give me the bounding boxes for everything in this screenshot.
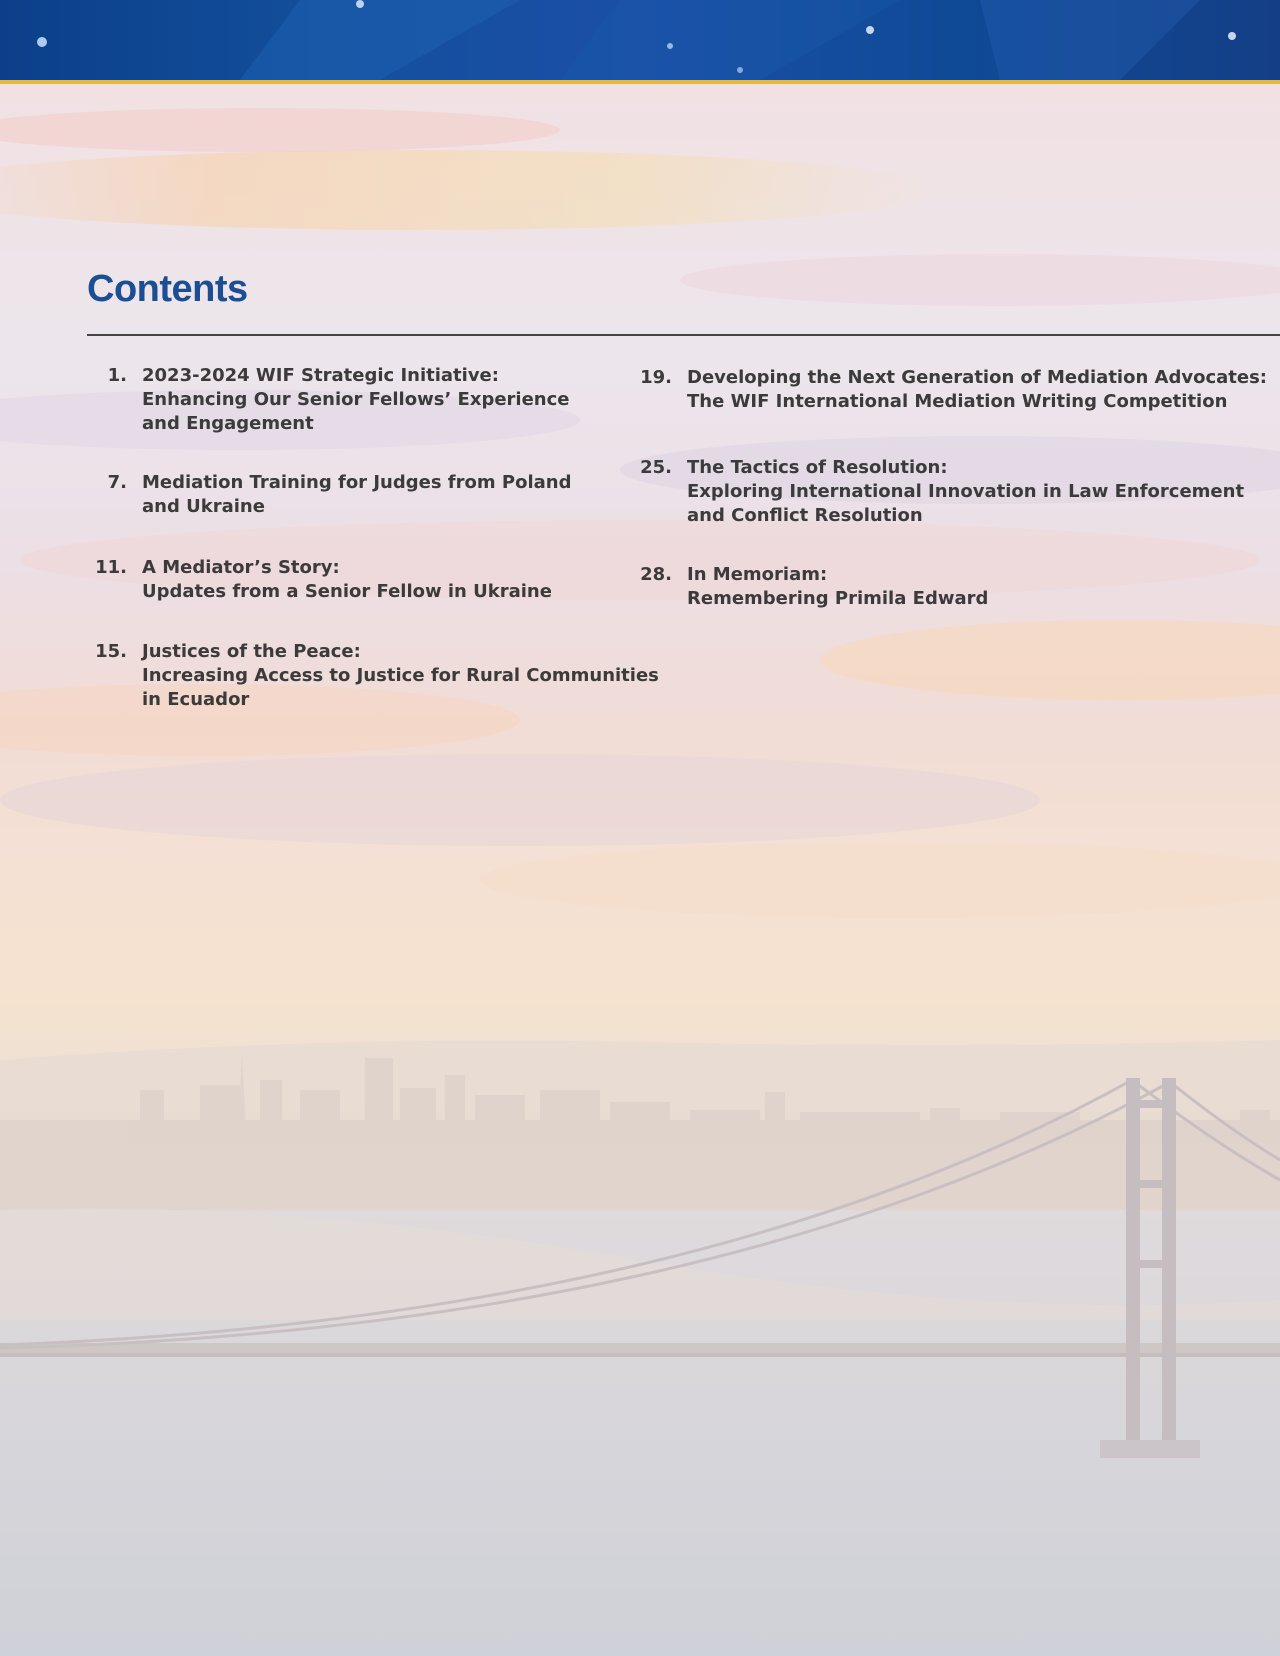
toc-line: Remembering Primila Edward bbox=[687, 588, 989, 609]
toc-line: The Tactics of Resolution: bbox=[687, 457, 948, 478]
toc-line: Enhancing Our Senior Fellows’ Experience bbox=[142, 389, 570, 410]
toc-line: Developing the Next Generation of Mediation Advocates: bbox=[687, 367, 1268, 388]
toc-page-number: 11. bbox=[95, 557, 127, 578]
accent-rule bbox=[0, 80, 1280, 84]
toc-page-number: 19. bbox=[640, 367, 672, 388]
toc-page-number: 25. bbox=[640, 457, 672, 478]
header-band bbox=[0, 0, 1280, 80]
toc-line: in Ecuador bbox=[142, 689, 250, 710]
toc-entry[interactable] bbox=[632, 366, 1267, 414]
toc-entry-title bbox=[687, 456, 1244, 528]
toc-line: 2023-2024 WIF Strategic Initiative: bbox=[142, 365, 499, 386]
toc-line: Increasing Access to Justice for Rural Communities bbox=[142, 665, 659, 686]
toc-line: A Mediator’s Story: bbox=[142, 557, 340, 578]
toc-line: and Conflict Resolution bbox=[687, 505, 923, 526]
toc-entry[interactable] bbox=[87, 640, 659, 712]
toc-entry[interactable] bbox=[87, 364, 570, 436]
toc-entry[interactable] bbox=[87, 556, 552, 604]
toc-line: Updates from a Senior Fellow in Ukraine bbox=[142, 581, 552, 602]
blue-stars-header-band bbox=[0, 0, 1280, 80]
toc-line: The WIF International Mediation Writing Competition bbox=[687, 391, 1228, 412]
toc-entry-title bbox=[142, 640, 659, 712]
toc-page-number: 15. bbox=[95, 641, 127, 662]
toc-page-number: 28. bbox=[640, 564, 672, 585]
toc-page-number: 1. bbox=[107, 365, 127, 386]
toc-entry[interactable] bbox=[87, 471, 571, 519]
toc-line: Mediation Training for Judges from Poland bbox=[142, 472, 572, 493]
toc-entry-title bbox=[142, 364, 570, 436]
toc-line: In Memoriam: bbox=[687, 564, 828, 585]
toc-entry-title bbox=[687, 563, 988, 611]
toc-entry[interactable] bbox=[632, 456, 1244, 528]
toc-entry[interactable] bbox=[632, 563, 988, 611]
toc-entry-title bbox=[142, 556, 552, 604]
page-title: Contents bbox=[87, 268, 248, 310]
toc-line: Exploring International Innovation in Law Enforcement bbox=[687, 481, 1245, 502]
title-divider bbox=[87, 334, 1280, 336]
toc-entry-title bbox=[142, 471, 571, 519]
toc-page-number: 7. bbox=[107, 472, 127, 493]
toc-entry-title bbox=[687, 366, 1267, 414]
toc-line: and Engagement bbox=[142, 413, 314, 434]
toc-line: and Ukraine bbox=[142, 496, 265, 517]
toc-line: Justices of the Peace: bbox=[142, 641, 361, 662]
